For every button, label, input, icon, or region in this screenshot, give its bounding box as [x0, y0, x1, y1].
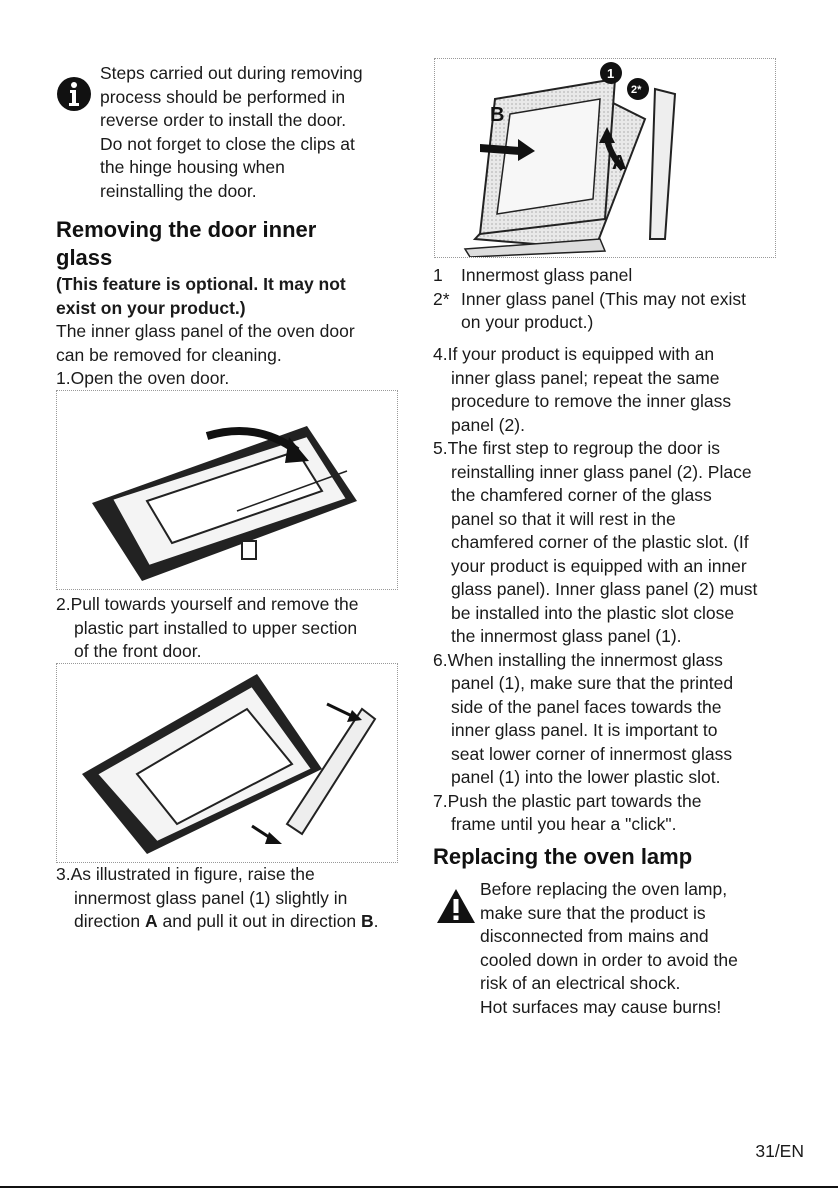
section-heading-line: glass	[56, 245, 113, 270]
step-2	[56, 593, 416, 664]
info-note-line: Steps carried out during removing	[100, 63, 363, 83]
step-5-line: glass panel). Inner glass panel (2) must	[451, 579, 758, 599]
info-note-line: the hinge housing when	[100, 157, 285, 177]
step-7-line: 7.Push the plastic part towards the	[433, 790, 702, 811]
step-5-line: chamfered corner of the plastic slot. (If	[451, 532, 749, 552]
steps-4-7	[433, 343, 803, 837]
figure-label-a: A	[612, 152, 627, 174]
info-note-line: process should be performed in	[100, 86, 346, 107]
badge-2-label: 2*	[631, 84, 642, 96]
direction-b-label: B	[360, 911, 374, 931]
step-5-line: the innermost glass panel (1).	[451, 626, 682, 646]
step-3-text: .	[373, 911, 379, 931]
step-6-line: panel (1) into the lower plastic slot.	[451, 767, 721, 787]
step-4-line: 4.If your product is equipped with an	[433, 344, 715, 364]
warning-line: disconnected from mains and	[480, 926, 709, 946]
intro-line: The inner glass panel of the oven door	[56, 321, 355, 341]
info-icon	[56, 76, 92, 112]
step-1: 1.Open the oven door.	[56, 368, 230, 388]
step-4-line: panel (2).	[451, 414, 525, 435]
step-5-line: the chamfered corner of the glass	[451, 485, 712, 505]
warning-line: Hot surfaces may cause burns!	[480, 996, 722, 1017]
step-2-line: of the front door.	[74, 641, 202, 661]
step-6-line: inner glass panel. It is important to	[451, 720, 718, 740]
step-5-line: 5.The first step to regroup the door is	[433, 438, 720, 458]
figure-open-door	[56, 390, 398, 590]
step-3-text: and pull it out in direction	[157, 911, 361, 931]
info-note-line: Do not forget to close the clips at	[100, 133, 355, 154]
legend-number: 1	[433, 265, 443, 285]
step-2-line: 2.Pull towards yourself and remove the	[56, 594, 359, 614]
warning-line: risk of an electrical shock.	[480, 973, 681, 993]
info-note-line: reinstalling the door.	[100, 180, 257, 201]
intro-text	[56, 320, 416, 391]
legend-number: 2*	[433, 288, 450, 309]
optional-note-line: (This feature is optional. It may not	[56, 274, 346, 294]
bottom-rule	[0, 1186, 838, 1188]
legend-item-2	[433, 288, 793, 335]
info-note-line: reverse order to install the door.	[100, 110, 347, 130]
step-6-line: seat lower corner of innermost glass	[451, 743, 733, 764]
intro-line: can be removed for cleaning.	[56, 344, 282, 365]
lamp-heading: Replacing the oven lamp	[433, 844, 693, 869]
step-5-line: be installed into the plastic slot close	[451, 602, 735, 623]
step-5-line: panel so that it will rest in the	[451, 508, 676, 529]
direction-a-label: A	[145, 911, 158, 931]
step-6-line: 6.When installing the innermost glass	[433, 649, 723, 670]
step-4-line: inner glass panel; repeat the same	[451, 367, 720, 388]
figure-remove-plastic	[56, 663, 398, 863]
optional-note-line: exist on your product.)	[56, 297, 246, 318]
step-4-line: procedure to remove the inner glass	[451, 391, 732, 411]
step-3-text: direction	[74, 911, 146, 931]
badge-1-label: 1	[607, 66, 615, 81]
warning-line: make sure that the product is	[480, 902, 706, 923]
step-3-line: 3.As illustrated in figure, raise the	[56, 864, 315, 884]
section-heading	[56, 216, 416, 272]
warning-line: Before replacing the oven lamp,	[480, 879, 728, 899]
step-3	[56, 863, 426, 934]
step-5-line: your product is equipped with an inner	[451, 555, 747, 576]
figure-label-b: B	[490, 104, 505, 126]
legend-text: Innermost glass panel	[461, 265, 633, 285]
legend	[433, 264, 793, 335]
step-6-line: side of the panel faces towards the	[451, 696, 722, 717]
optional-note	[56, 273, 416, 320]
warning-icon	[436, 888, 476, 924]
step-3-line	[56, 910, 426, 934]
figure-raise-glass	[434, 58, 776, 258]
section-heading-line: Removing the door inner	[56, 217, 317, 242]
step-2-line: plastic part installed to upper section	[74, 617, 358, 638]
warning-line: cooled down in order to avoid the	[480, 949, 738, 970]
page-number: 31/EN	[755, 1141, 804, 1161]
step-3-line: innermost glass panel (1) slightly in	[74, 887, 348, 908]
step-7-line: frame until you hear a "click".	[451, 814, 677, 834]
legend-text: on your product.)	[461, 312, 594, 332]
step-6-line: panel (1), make sure that the printed	[451, 673, 734, 693]
step-5-line: reinstalling inner glass panel (2). Place	[451, 461, 752, 482]
legend-item-1	[433, 264, 793, 288]
legend-text: Inner glass panel (This may not exist	[461, 288, 746, 309]
